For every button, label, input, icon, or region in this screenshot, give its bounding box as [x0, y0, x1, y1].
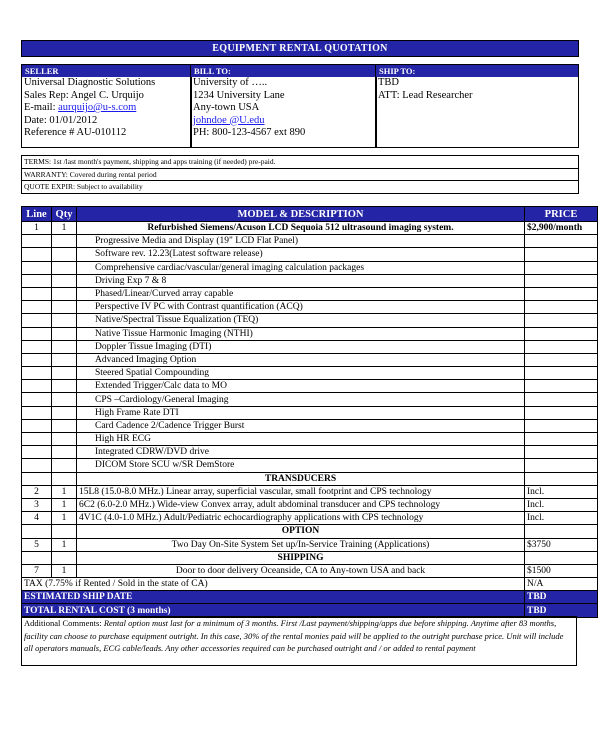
feature-cell: Extended Trigger/Calc data to MO: [77, 380, 525, 393]
table-row: [22, 538, 598, 551]
table-row: [22, 419, 598, 432]
price-cell: Incl.: [525, 512, 598, 525]
comments-label: Additional Comments:: [24, 618, 102, 628]
feature-cell: Driving Exp 7 & 8: [77, 274, 525, 287]
comments-text: Rental option must last for a minimum of 3 months. First /Last payment/shipping/apps due before shipping. Anytime after 83 months, facility can choose to purchase equipment outright. In this case, 30% of the rental monies paid will be applied to the outright purchase price. Unit will include all operators manuals, ECG cable/leads. Any other accessories required can be purchased outright and / or added to rental payment: [24, 618, 564, 653]
qty-cell: 1: [52, 222, 77, 235]
terms-box: [21, 155, 579, 194]
total-label: TOTAL RENTAL COST (3 months): [22, 604, 525, 617]
bill-to-lines: [191, 77, 376, 140]
bill-to-box: [190, 64, 377, 148]
col-qty-header: Qty: [52, 207, 77, 222]
col-price-header: PRICE: [525, 207, 598, 222]
feature-cell: Doppler Tissue Imaging (DTI): [77, 340, 525, 353]
feature-cell: Card Cadence 2/Cadence Trigger Burst: [77, 419, 525, 432]
feature-cell: Advanced Imaging Option: [77, 353, 525, 366]
seller-rep: Sales Rep: Angel C. Urquijo: [24, 89, 144, 101]
feature-cell: Comprehensive cardiac/vascular/general imaging calculation packages: [77, 261, 525, 274]
quotation-table: [21, 206, 598, 618]
table-row: [22, 314, 598, 327]
seller-date: Date: 01/01/2012: [24, 114, 98, 126]
table-row: [22, 564, 598, 577]
qty-cell: 1: [52, 564, 77, 577]
section-label-shipping: SHIPPING: [77, 551, 525, 564]
desc-cell: Refurbished Siemens/Acuson LCD Sequoia 512 ultrasound imaging system.: [77, 222, 525, 235]
qty-cell: 1: [52, 485, 77, 498]
bill-to-phone: PH: 800-123-4567 ext 890: [193, 127, 306, 138]
desc-cell: Two Day On-Site System Set up/In-Service Training (Applications): [77, 538, 525, 551]
price-cell: $1500: [525, 564, 598, 577]
document-title: EQUIPMENT RENTAL QUOTATION: [21, 40, 579, 57]
price-cell: $2,900/month: [525, 222, 598, 235]
ship-date-label: ESTIMATED SHIP DATE: [22, 591, 525, 604]
feature-cell: Perspective IV PC with Contrast quantification (ACQ): [77, 301, 525, 314]
seller-label: SELLER: [22, 65, 191, 77]
table-row: [22, 446, 598, 459]
feature-cell: High Frame Rate DTI: [77, 406, 525, 419]
section-label-option: OPTION: [77, 525, 525, 538]
table-row: [22, 274, 598, 287]
bill-to-city: Any-town USA: [193, 102, 260, 113]
ship-to-label: SHIP TO:: [376, 65, 578, 77]
bill-to-label: BILL TO:: [191, 65, 376, 77]
bill-to-street: 1234 University Lane: [193, 89, 285, 101]
line-cell: 3: [22, 498, 52, 511]
ship-date-row: [22, 591, 598, 604]
section-row-shipping: [22, 551, 598, 564]
price-cell: $3750: [525, 538, 598, 551]
additional-comments: [21, 616, 577, 666]
feature-cell: Native/Spectral Tissue Equalization (TEQ): [77, 314, 525, 327]
line-cell: 2: [22, 485, 52, 498]
table-row: [22, 498, 598, 511]
feature-cell: Progressive Media and Display (19" LCD Flat Panel): [77, 235, 525, 248]
bill-to-email-link[interactable]: johndoe @U.edu: [193, 114, 265, 126]
table-row: [22, 367, 598, 380]
line-cell: 1: [22, 222, 52, 235]
feature-cell: Native Tissue Harmonic Imaging (NTHI): [77, 327, 525, 340]
line-cell: 4: [22, 512, 52, 525]
total-value: TBD: [525, 604, 598, 617]
table-row: [22, 287, 598, 300]
col-desc-header: MODEL & DESCRIPTION: [77, 207, 525, 222]
feature-cell: Integrated CDRW/DVD drive: [77, 446, 525, 459]
table-row: [22, 248, 598, 261]
tax-value: N/A: [525, 578, 598, 591]
ship-to-attention: ATT: Lead Researcher: [378, 89, 473, 101]
desc-cell: 15L8 (15.0-8.0 MHz.) Linear array, superficial vascular, small footprint and CPS technology: [77, 485, 525, 498]
feature-cell: Phased/Linear/Curved array capable: [77, 287, 525, 300]
seller-lines: [22, 77, 191, 140]
qty-cell: 1: [52, 498, 77, 511]
table-row: [22, 353, 598, 366]
section-row-transducers: [22, 472, 598, 485]
col-line-header: Line: [22, 207, 52, 222]
price-cell: Incl.: [525, 498, 598, 511]
section-row-option: [22, 525, 598, 538]
table-row: [22, 406, 598, 419]
seller-email-row: [24, 102, 191, 115]
table-row: [22, 327, 598, 340]
seller-email-link[interactable]: aurquijo@u-s.com: [58, 102, 137, 113]
quote-expiration-line: QUOTE EXPIR: Subject to availability: [24, 182, 143, 191]
table-row: [22, 433, 598, 446]
table-row: [22, 340, 598, 353]
qty-cell: 1: [52, 538, 77, 551]
table-row: [22, 512, 598, 525]
desc-cell: 6C2 (6.0-2.0 MHz.) Wide-view Convex array, adult abdominal transducer and CPS technology: [77, 498, 525, 511]
table-row: [22, 261, 598, 274]
table-row: [22, 380, 598, 393]
feature-cell: DICOM Store SCU w/SR DemStore: [77, 459, 525, 472]
section-label-transducers: TRANSDUCERS: [77, 472, 525, 485]
desc-cell: 4V1C (4.0-1.0 MHz.) Adult/Pediatric echocardiography applications with CPS technology: [77, 512, 525, 525]
table-row: [22, 393, 598, 406]
ship-to-box: [375, 64, 579, 148]
feature-cell: CPS –Cardiology/General Imaging: [77, 393, 525, 406]
price-cell: Incl.: [525, 485, 598, 498]
table-header-row: [22, 207, 598, 222]
seller-email-label: E-mail:: [24, 102, 59, 113]
desc-cell: Door to door delivery Oceanside, CA to Any-town USA and back: [77, 564, 525, 577]
feature-cell: Software rev. 12.23(Latest software release): [77, 248, 525, 261]
line-cell: 5: [22, 538, 52, 551]
feature-cell: High HR ECG: [77, 433, 525, 446]
table-row-main-item: [22, 222, 598, 235]
tax-label: TAX (7.75% if Rented / Sold in the state of CA): [22, 578, 525, 591]
seller-reference: Reference # AU-010112: [24, 127, 127, 138]
bill-to-name: University of …..: [193, 77, 268, 88]
feature-cell: Steered Spatial Compounding: [77, 367, 525, 380]
table-row: [22, 485, 598, 498]
table-row: [22, 459, 598, 472]
qty-cell: 1: [52, 512, 77, 525]
table-row: [22, 301, 598, 314]
line-cell: 7: [22, 564, 52, 577]
warranty-line: WARRANTY: Covered during rental period: [22, 169, 578, 182]
terms-line: TERMS: 1st /last month's payment, shipping and apps training (if needed) pre-paid.: [22, 156, 578, 169]
seller-company: Universal Diagnostic Solutions: [24, 77, 156, 88]
ship-to-lines: [376, 77, 578, 102]
table-row: [22, 235, 598, 248]
ship-to-destination: TBD: [378, 77, 399, 88]
ship-date-value: TBD: [525, 591, 598, 604]
tax-row: [22, 578, 598, 591]
seller-box: [21, 64, 192, 148]
